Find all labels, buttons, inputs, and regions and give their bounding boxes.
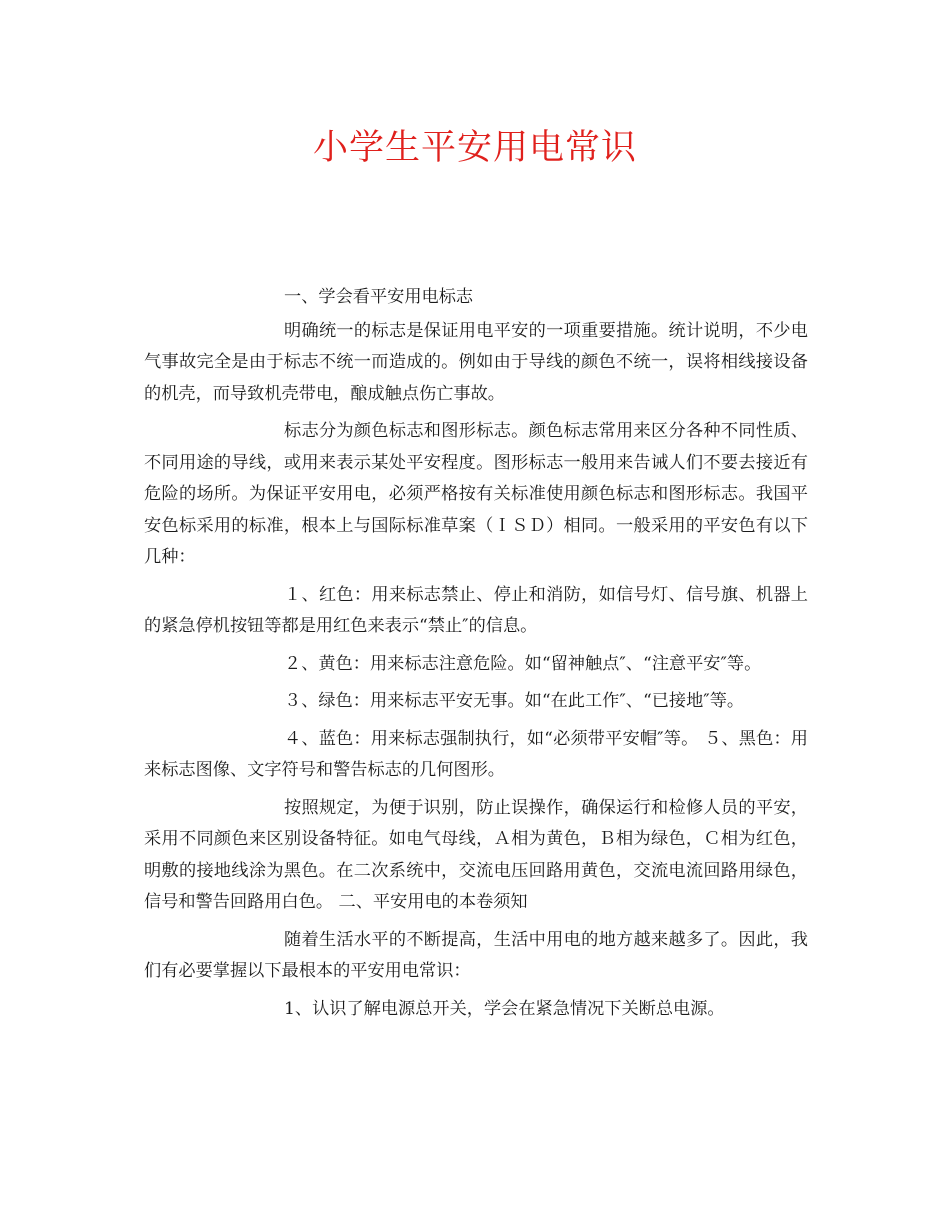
list-item-red: １、红色：用来标志禁止、停止和消防，如信号灯、信号旗、机器上的紧急停机按钮等都是用红色来表示“禁止″的信息。 — [144, 584, 808, 636]
document-title: 小学生平安用电常识 — [312, 128, 637, 168]
list-item-green: ３、绿色：用来标志平安无事。如“在此工作″、“已接地″等。 — [284, 691, 745, 711]
section-heading-1: 一、学会看平安用电标志 — [284, 287, 474, 307]
list-item-main-switch: 1、认识了解电源总开关，学会在紧急情况下关断总电源。 — [284, 998, 725, 1019]
paragraph-sign-importance: 明确统一的标志是保证用电平安的一项重要措施。统计说明，不少电气事故完全是由于标志不统一而造成的。例如由于导线的颜色不统一，误将相线接设备的机壳，而导致机壳带电，酿成触点伤亡事故。 — [144, 320, 808, 404]
paragraph-sign-types: 标志分为颜色标志和图形标志。颜色标志常用来区分各种不同性质、不同用途的导线，或用来表示某处平安程度。图形标志一般用来告诫人们不要去接近有危险的场所。为保证平安用电，必须严格按有关标准使用颜色标志和图形标志。我国平安色标采用的标准，根本上与国际标准草案（ＩＳＤ）相同。一般采用的平安色有以下几种： — [144, 421, 808, 567]
document-body — [144, 282, 808, 1031]
paragraph-phase-colors: 按照规定，为便于识别，防止误操作，确保运行和检修人员的平安，采用不同颜色来区别设备特征。如电气母线，Ａ相为黄色，Ｂ相为绿色，Ｃ相为红色，明敷的接地线涂为黑色。在二次系统中，交流电压回路用黄色，交流电流回路用绿色，信号和警告回路用白色。 二、平安用电的本卷须知 — [144, 797, 808, 912]
list-item-blue-black: ４、蓝色：用来标志强制执行，如“必须带平安帽″等。 ５、黑色：用来标志图像、文字符号和警告标志的几何图形。 — [144, 728, 808, 780]
paragraph-living-standards: 随着生活水平的不断提高，生活中用电的地方越来越多了。因此，我们有必要掌握以下最根本的平安用电常识： — [144, 929, 808, 981]
list-item-yellow: ２、黄色：用来标志注意危险。如“留神触点″、“注意平安″等。 — [284, 653, 762, 674]
